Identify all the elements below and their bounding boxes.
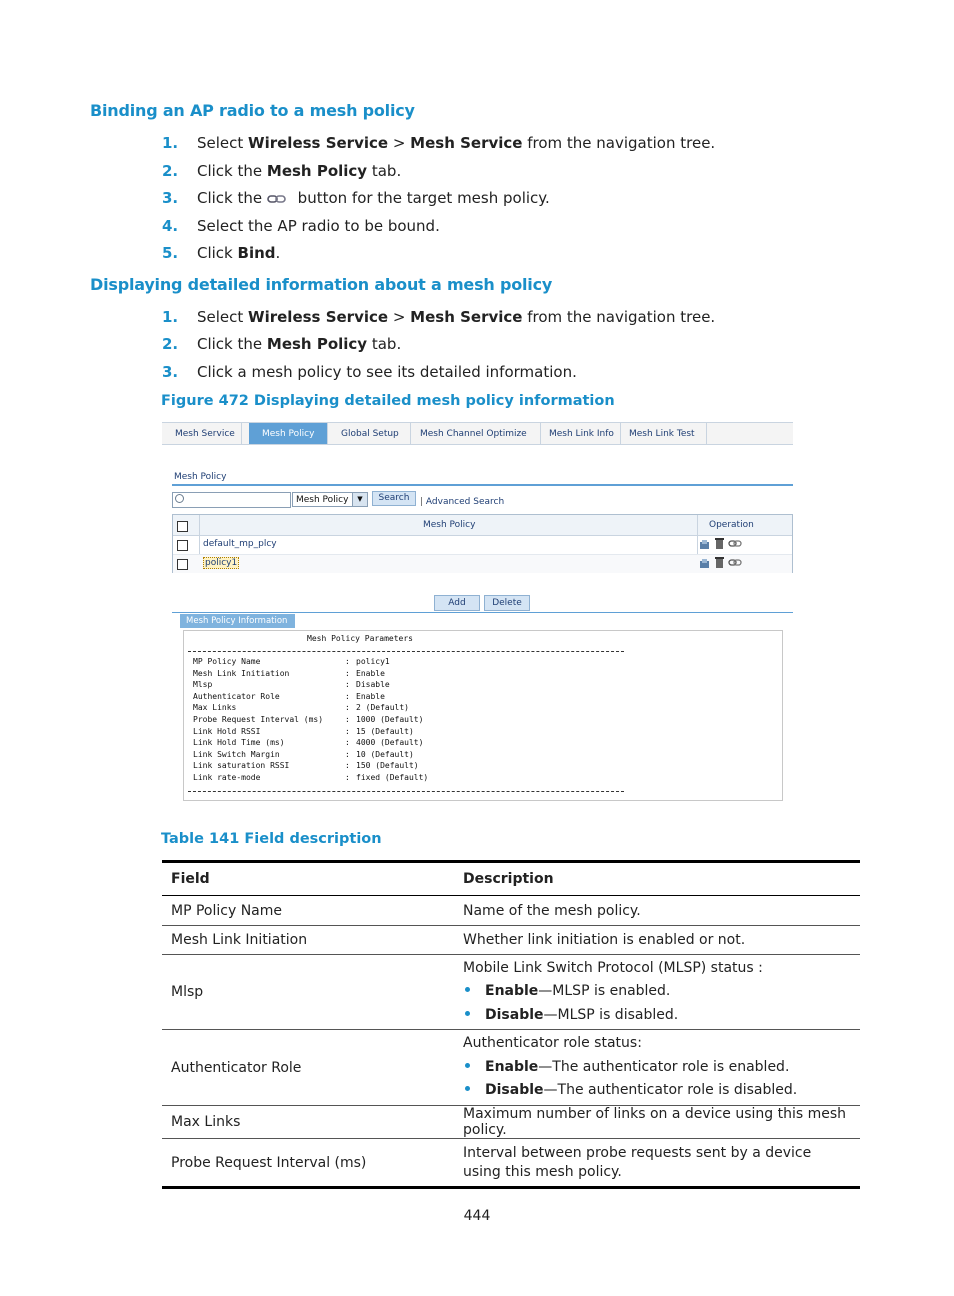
parameter-name: Link Switch Margin: [193, 749, 280, 759]
section-title-displaying: Displaying detailed information about a mesh policy: [90, 275, 553, 294]
page-number: 444: [463, 1208, 491, 1224]
divider: [172, 484, 793, 486]
parameter-name: Link Hold RSSI: [193, 726, 261, 736]
parameter-name: MP Policy Name: [193, 657, 261, 666]
table-row[interactable]: [173, 554, 792, 573]
parameter-separator: :: [345, 668, 350, 678]
delete-icon[interactable]: [715, 557, 725, 567]
mesh-policy-screenshot: [162, 422, 794, 802]
mesh-policy-table: [172, 514, 793, 573]
table-row: MP Policy Name Name of the mesh policy.: [162, 896, 860, 926]
select-all-checkbox[interactable]: [177, 521, 188, 532]
parameter-separator: :: [345, 657, 350, 666]
mesh-policy-parameters-panel: [183, 630, 783, 801]
column-header-mesh-policy: Mesh Policy: [423, 520, 476, 530]
list-item: 1. Select Wireless Service > Mesh Service from the navigation tree.: [162, 134, 716, 152]
parameter-value: 150 (Default): [356, 761, 419, 771]
bind-link-icon[interactable]: [728, 540, 738, 550]
table-row: Probe Request Interval (ms) Interval between probe requests sent by a device using this mesh policy.: [162, 1139, 860, 1188]
parameter-value: 10 (Default): [356, 749, 414, 759]
tab-mesh-link-test[interactable]: Mesh Link Test: [621, 423, 707, 444]
tab-global-setup[interactable]: Global Setup: [328, 423, 411, 444]
parameter-value: Enable: [356, 668, 385, 678]
row-checkbox[interactable]: [177, 559, 188, 570]
table-caption: Table 141 Field description: [161, 831, 382, 847]
table-row[interactable]: [173, 535, 792, 554]
list-item: 3. Click a mesh policy to see its detailed information.: [162, 363, 577, 381]
parameter-name: Link Hold Time (ms): [193, 738, 285, 748]
table-row: Mlsp Mobile Link Switch Protocol (MLSP) status : Enable—MLSP is enabled. Disable—MLSP is disabled.: [162, 955, 860, 1030]
bind-link-icon: [267, 190, 293, 208]
table-row: Max Links Maximum number of links on a device using this mesh policy.: [162, 1106, 860, 1139]
tab-mesh-policy[interactable]: Mesh Policy: [249, 423, 328, 444]
search-button[interactable]: Search: [372, 491, 416, 506]
list-item: Disable—The authenticator role is disabled.: [463, 1079, 851, 1103]
parameter-separator: :: [345, 715, 350, 724]
tab-mesh-channel-optimize[interactable]: Mesh Channel Optimize: [407, 423, 541, 444]
search-field-select[interactable]: Mesh Policy ▼: [292, 492, 368, 507]
parameter-value: 15 (Default): [356, 726, 414, 736]
figure-caption: Figure 472 Displaying detailed mesh policy information: [161, 393, 615, 409]
list-item: 5. Click Bind.: [162, 244, 281, 262]
parameter-value: 1000 (Default): [356, 715, 424, 724]
parameter-separator: :: [345, 726, 350, 736]
parameter-value: 4000 (Default): [356, 738, 424, 748]
parameter-value: policy1: [356, 657, 390, 666]
policy-name-link[interactable]: policy1: [205, 558, 238, 568]
chevron-down-icon: ▼: [352, 493, 367, 506]
parameter-name: Link rate-mode: [193, 773, 261, 782]
bind-link-icon[interactable]: [728, 559, 738, 569]
field-description-table: [162, 860, 860, 1189]
policy-name-link[interactable]: default_mp_plcy: [203, 539, 277, 549]
detail-icon[interactable]: [699, 558, 709, 568]
list-item: Disable—MLSP is disabled.: [463, 1004, 851, 1028]
parameter-separator: :: [345, 749, 350, 759]
list-item: 2. Click the Mesh Policy tab.: [162, 162, 402, 180]
tab-bar: [162, 422, 793, 445]
divider: [172, 612, 793, 613]
search-icon: [175, 494, 184, 503]
list-item: 3. Click the button for the target mesh policy.: [162, 189, 550, 207]
parameter-name: Mesh Link Initiation: [193, 668, 290, 678]
tab-mesh-service[interactable]: Mesh Service: [162, 423, 242, 444]
list-item: Enable—MLSP is enabled.: [463, 980, 851, 1004]
mesh-policy-heading: Mesh Policy: [174, 472, 227, 482]
delete-icon[interactable]: [715, 538, 725, 548]
parameter-name: Mlsp: [193, 680, 213, 690]
section-title-binding: Binding an AP radio to a mesh policy: [90, 101, 415, 120]
list-item: 2. Click the Mesh Policy tab.: [162, 335, 402, 353]
column-header-field: Field: [162, 862, 454, 896]
parameter-separator: :: [345, 773, 350, 782]
parameter-separator: :: [345, 680, 350, 690]
parameter-separator: :: [345, 691, 350, 701]
parameter-separator: :: [345, 761, 350, 771]
table-row: Authenticator Role Authenticator role status: Enable—The authenticator role is enabled. Disable—The authenticator role is disabled.: [162, 1030, 860, 1106]
row-checkbox[interactable]: [177, 540, 188, 551]
parameter-value: Disable: [356, 680, 390, 690]
parameter-name: Link saturation RSSI: [193, 761, 290, 771]
list-item: 1. Select Wireless Service > Mesh Service from the navigation tree.: [162, 308, 716, 326]
parameter-name: Probe Request Interval (ms): [193, 715, 324, 724]
parameter-separator: :: [345, 738, 350, 748]
list-item: 4. Select the AP radio to be bound.: [162, 217, 440, 235]
parameter-value: Enable: [356, 691, 385, 701]
parameter-value: fixed (Default): [356, 773, 429, 782]
table-row: Mesh Link Initiation Whether link initiation is enabled or not.: [162, 926, 860, 955]
table-header: [173, 515, 792, 536]
parameter-separator: :: [345, 703, 350, 713]
parameter-name: Authenticator Role: [193, 691, 280, 701]
column-header-description: Description: [454, 862, 860, 896]
search-input[interactable]: [172, 492, 291, 508]
tab-mesh-policy-information[interactable]: Mesh Policy Information: [180, 614, 295, 628]
column-header-operation: Operation: [709, 520, 754, 530]
detail-icon[interactable]: [699, 539, 709, 549]
delete-button[interactable]: Delete: [484, 595, 530, 611]
parameters-heading: Mesh Policy Parameters: [307, 634, 413, 643]
advanced-search-link[interactable]: | Advanced Search: [420, 497, 505, 507]
parameter-name: Max Links: [193, 703, 237, 713]
tab-mesh-link-info[interactable]: Mesh Link Info: [541, 423, 621, 444]
add-button[interactable]: Add: [434, 595, 480, 611]
parameter-value: 2 (Default): [356, 703, 409, 713]
list-item: Enable—The authenticator role is enabled.: [463, 1056, 851, 1080]
